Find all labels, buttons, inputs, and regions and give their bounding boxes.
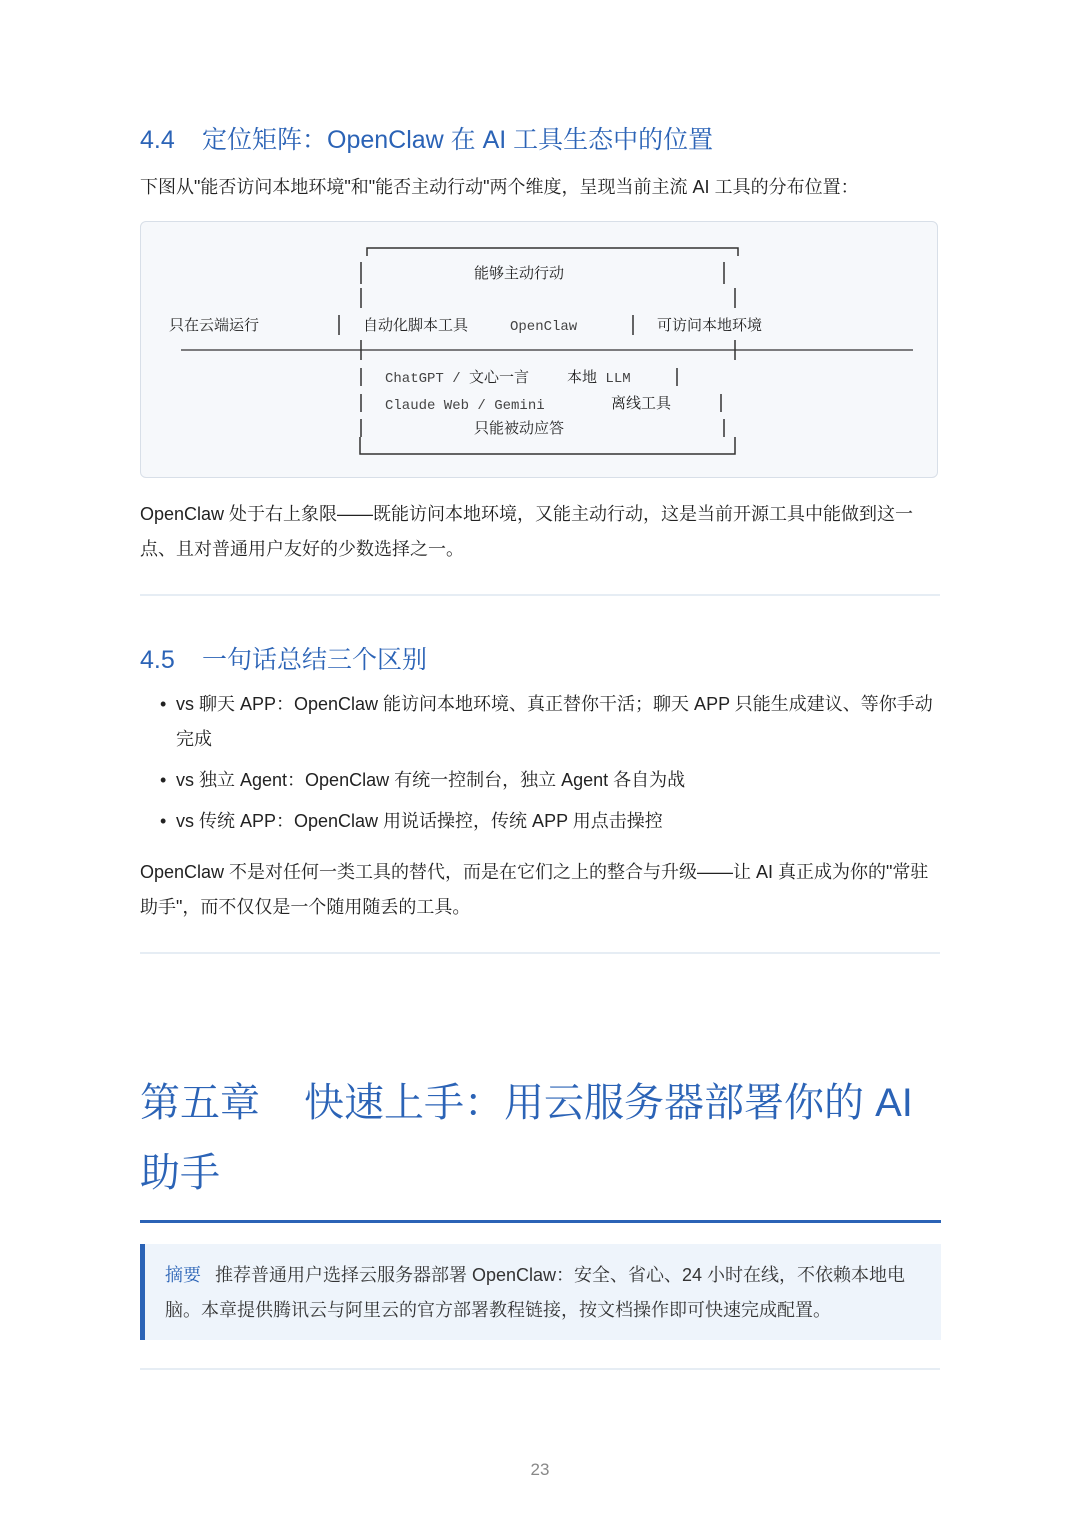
section-4-5-heading <box>140 640 427 676</box>
quadrant-bottom-right-line-2: 离线工具 <box>611 394 672 412</box>
matrix-intro: 下图从"能否访问本地环境"和"能否主动行动"两个维度，呈现当前主流 AI 工具的分布位置： <box>140 177 859 197</box>
abstract-text: 推荐普通用户选择云服务器部署 OpenClaw：安全、省心、24 小时在线，不依赖本地电脑。本章提供腾讯云与阿里云的官方部署教程链接，按文档操作即可快速完成配置。 <box>165 1265 906 1320</box>
axis-label-right: 可访问本地环境 <box>657 316 763 334</box>
chapter-title: 快速上手：用云服务器部署你的 AI 助手 <box>140 1081 913 1195</box>
quadrant-top-left: 自动化脚本工具 <box>363 316 469 334</box>
chapter-heading <box>140 1068 940 1208</box>
matrix-top-bracket <box>367 248 738 256</box>
abstract-label: 摘要 <box>165 1265 201 1285</box>
page-number: 23 <box>530 1460 550 1479</box>
axis-label-top: 能够主动行动 <box>474 264 565 282</box>
quadrant-bottom-right-line-1: 本地 LLM <box>567 368 631 387</box>
section-summary: OpenClaw 不是对任何一类工具的替代，而是在它们之上的整合与升级——让 AI 真正成为你的"常驻助手"，而不仅仅是一个随用随丢的工具。 <box>140 862 929 917</box>
chapter-number: 第五章 <box>140 1081 260 1125</box>
section-number: 4.5 <box>140 646 175 674</box>
quadrant-bottom-left-line-2: Claude Web / Gemini <box>385 398 545 414</box>
list-item: • vs 传统 APP：OpenClaw 用说话操控，传统 APP 用点击操控 <box>160 804 944 839</box>
section-title: 定位矩阵：OpenClaw 在 AI 工具生态中的位置 <box>202 126 714 154</box>
divider <box>140 952 940 954</box>
axis-label-left: 只在云端运行 <box>169 316 260 334</box>
abstract-box <box>140 1244 941 1340</box>
differences-list <box>160 687 944 845</box>
quadrant-bottom-left-line-1: ChatGPT / 文心一言 <box>385 368 530 387</box>
matrix-conclusion: OpenClaw 处于右上象限——既能访问本地环境，又能主动行动，这是当前开源工具中能做到这一点、且对普通用户友好的少数选择之一。 <box>140 504 914 559</box>
matrix-diagram <box>141 222 939 479</box>
divider <box>140 1368 940 1370</box>
matrix-bottom-bracket <box>360 437 735 454</box>
list-item: • vs 聊天 APP：OpenClaw 能访问本地环境、真正替你干活；聊天 APP 只能生成建议、等你手动完成 <box>160 687 944 757</box>
quadrant-top-right: OpenClaw <box>510 319 578 335</box>
section-number: 4.4 <box>140 126 175 154</box>
axis-label-bottom: 只能被动应答 <box>474 419 565 437</box>
positioning-matrix <box>140 221 938 478</box>
section-title: 一句话总结三个区别 <box>202 646 428 674</box>
chapter-rule <box>140 1220 941 1223</box>
section-4-4-heading <box>140 120 713 156</box>
divider <box>140 594 940 596</box>
list-item: • vs 独立 Agent：OpenClaw 有统一控制台，独立 Agent 各自为战 <box>160 763 944 798</box>
